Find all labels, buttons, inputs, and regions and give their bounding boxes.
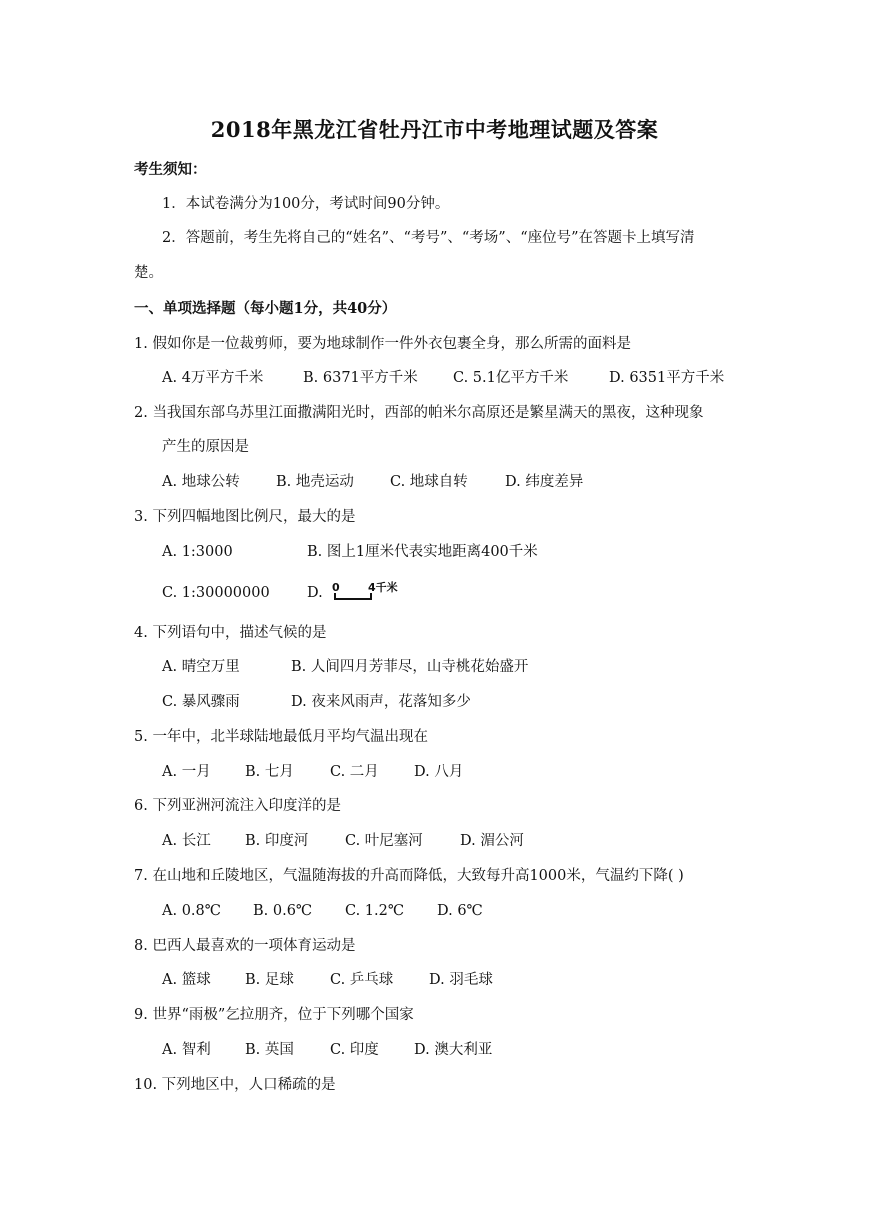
q6-option-b: B. 印度河 bbox=[245, 833, 309, 849]
q2-option-d: D. 纬度差异 bbox=[505, 474, 584, 490]
q4-option-d: D. 夜来风雨声，花落知多少 bbox=[291, 694, 471, 710]
question-8: 8. 巴西人最喜欢的一项体育运动是 bbox=[134, 938, 356, 954]
scale-bar-line bbox=[335, 593, 371, 599]
q8-option-b: B. 足球 bbox=[245, 972, 294, 988]
q5-option-c: C. 二月 bbox=[330, 764, 379, 780]
q1-option-b: B. 6371平方千米 bbox=[303, 370, 418, 386]
question-6: 6. 下列亚洲河流注入印度洋的是 bbox=[134, 798, 341, 814]
question-1: 1. 假如你是一位裁剪师，要为地球制作一件外衣包裹全身，那么所需的面料是 bbox=[134, 336, 631, 352]
q2-option-b: B. 地壳运动 bbox=[276, 474, 354, 490]
q4-option-b: B. 人间四月芳菲尽，山寺桃花始盛开 bbox=[291, 659, 529, 675]
question-2-cont: 产生的原因是 bbox=[162, 439, 249, 455]
q8-option-d: D. 羽毛球 bbox=[429, 972, 493, 988]
q7-option-d: D. 6℃ bbox=[437, 903, 483, 919]
q3-option-a: A. 1:3000 bbox=[162, 544, 233, 560]
q7-option-b: B. 0.6℃ bbox=[253, 903, 313, 919]
question-4: 4. 下列语句中，描述气候的是 bbox=[134, 625, 327, 641]
q9-option-b: B. 英国 bbox=[245, 1042, 294, 1058]
q2-option-a: A. 地球公转 bbox=[162, 474, 240, 490]
notice-item-2: 2．答题前，考生先将自己的“姓名”、“考号”、“考场”、“座位号”在答题卡上填写清 bbox=[162, 230, 695, 246]
q4-option-a: A. 晴空万里 bbox=[162, 659, 240, 675]
q9-option-c: C. 印度 bbox=[330, 1042, 379, 1058]
q9-option-a: A. 智利 bbox=[162, 1042, 211, 1058]
document-title: 2018年黑龙江省牡丹江市中考地理试题及答案 bbox=[210, 117, 659, 142]
scale-distance-label: 4千米 bbox=[368, 581, 398, 594]
linear-scale-bar bbox=[330, 580, 410, 606]
question-7: 7. 在山地和丘陵地区，气温随海拔的升高而降低，大致每升高1000米，气温约下降( ) bbox=[134, 868, 684, 884]
scale-zero-label: 0 bbox=[332, 581, 340, 594]
q6-option-c: C. 叶尼塞河 bbox=[345, 833, 423, 849]
q9-option-d: D. 澳大利亚 bbox=[414, 1042, 493, 1058]
section-heading: 一、单项选择题（每小题1分，共40分） bbox=[134, 300, 397, 317]
question-2: 2. 当我国东部乌苏里江面撒满阳光时，西部的帕米尔高原还是繁星满天的黑夜，这种现象 bbox=[134, 405, 704, 421]
q8-option-a: A. 篮球 bbox=[162, 972, 211, 988]
q1-option-c: C. 5.1亿平方千米 bbox=[453, 370, 569, 386]
notice-heading: 考生须知： bbox=[134, 161, 207, 178]
q3-option-c: C. 1:30000000 bbox=[162, 585, 270, 601]
q6-option-a: A. 长江 bbox=[162, 833, 211, 849]
notice-item-2-cont: 楚。 bbox=[134, 265, 163, 281]
question-10: 10. 下列地区中，人口稀疏的是 bbox=[134, 1077, 336, 1093]
q5-option-a: A. 一月 bbox=[162, 764, 211, 780]
question-5: 5. 一年中，北半球陆地最低月平均气温出现在 bbox=[134, 729, 428, 745]
notice-item-1: 1．本试卷满分为100分，考试时间90分钟。 bbox=[162, 196, 450, 212]
question-9: 9. 世界“雨极”乞拉朋齐，位于下列哪个国家 bbox=[134, 1007, 414, 1023]
q4-option-c: C. 暴风骤雨 bbox=[162, 694, 240, 710]
q5-option-d: D. 八月 bbox=[414, 764, 464, 780]
q1-option-d: D. 6351平方千米 bbox=[609, 370, 725, 386]
q1-option-a: A. 4万平方千米 bbox=[162, 370, 264, 386]
q7-option-a: A. 0.8℃ bbox=[162, 903, 221, 919]
q2-option-c: C. 地球自转 bbox=[390, 474, 468, 490]
q6-option-d: D. 湄公河 bbox=[460, 833, 524, 849]
q8-option-c: C. 乒乓球 bbox=[330, 972, 394, 988]
q3-option-d: D. bbox=[307, 585, 323, 601]
q7-option-c: C. 1.2℃ bbox=[345, 903, 405, 919]
question-3: 3. 下列四幅地图比例尺，最大的是 bbox=[134, 509, 356, 525]
q5-option-b: B. 七月 bbox=[245, 764, 294, 780]
q3-option-b: B. 图上1厘米代表实地距离400千米 bbox=[307, 544, 538, 560]
